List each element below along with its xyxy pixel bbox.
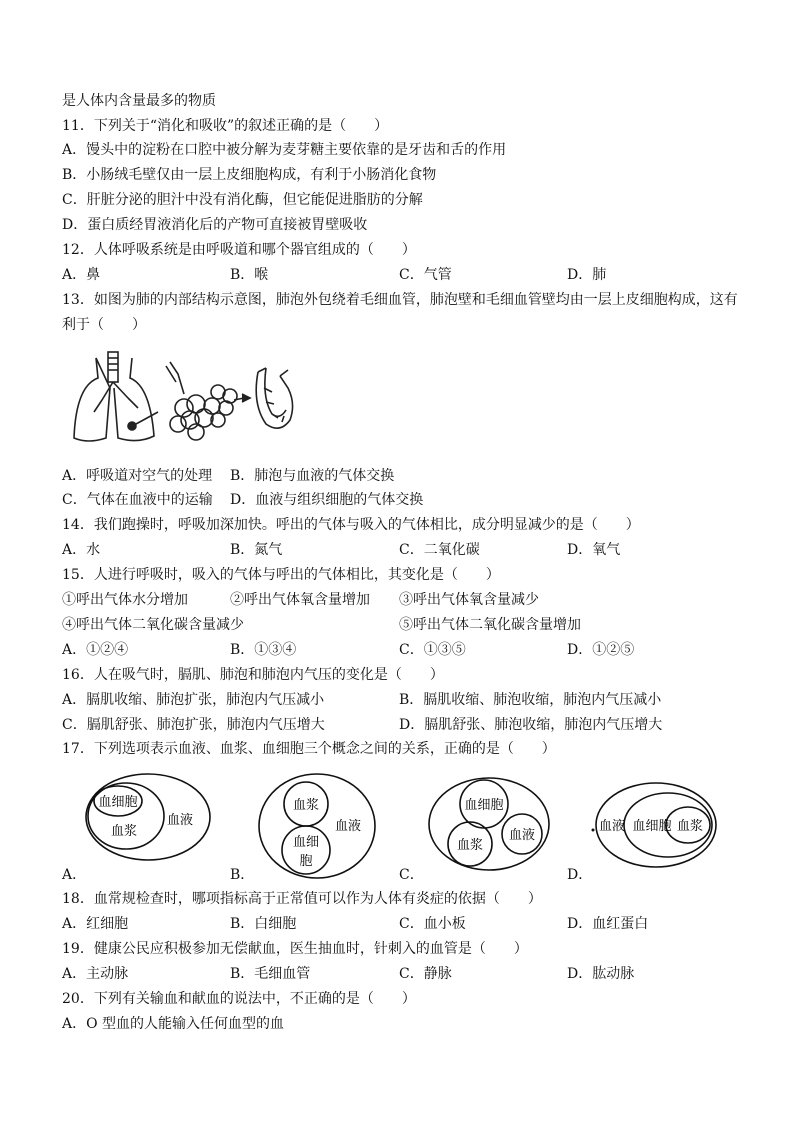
q17-diagram-d: [588, 780, 718, 870]
q12-option-d: D．肺: [567, 267, 607, 283]
q18-option-b: B．白细胞: [230, 916, 297, 932]
q14-stem: 14．我们跑操时，呼吸加深加快。呼出的气体与吸入的气体相比，成分明显减少的是（ ）: [62, 517, 640, 533]
q15-statement-5: ⑤呼出气体二氧化碳含量增加: [399, 617, 581, 633]
q11-option-a: A．馒头中的淀粉在口腔中被分解为麦芽糖主要依靠的是牙齿和舌的作用: [62, 142, 507, 158]
q17-option-c: C．: [399, 867, 424, 883]
q14-option-b: B．氮气: [230, 542, 283, 558]
q13-option-a: A．呼吸道对空气的处理: [62, 468, 213, 484]
q11-stem: 11．下列关于“消化和吸收”的叙述正确的是（ ）: [62, 118, 389, 134]
continued-text: 是人体内含量最多的物质: [62, 93, 216, 109]
q11-option-d: D．蛋白质经胃液消化后的产物可直接被胃壁吸收: [62, 217, 368, 233]
q14-option-a: A．水: [62, 542, 101, 558]
q15-option-d: D．①②⑤: [567, 642, 635, 658]
q19-option-d: D．肱动脉: [567, 966, 635, 982]
q14-option-d: D．氧气: [567, 542, 621, 558]
q15-statement-1: ①呼出气体水分增加: [62, 592, 188, 608]
q18-stem: 18．血常规检查时，哪项指标高于正常值可以作为人体有炎症的依据（ ）: [62, 891, 542, 907]
label-blood-cells: 血细胞: [98, 795, 138, 810]
q13-option-c: C．气体在血液中的运输: [62, 492, 213, 508]
q18-option-d: D．血红蛋白: [567, 916, 649, 932]
lung-structure-figure: [66, 348, 302, 444]
q13-option-d: D．血液与组织细胞的气体交换: [230, 492, 424, 508]
q15-statement-4: ④呼出气体二氧化碳含量减少: [62, 617, 244, 633]
q19-option-a: A．主动脉: [62, 966, 129, 982]
q13-stem-line2: 利于（ ）: [62, 317, 146, 333]
q15-statement-3: ③呼出气体氧含量减少: [399, 592, 539, 608]
q17-diagram-c: [426, 774, 552, 874]
q20-option-a: A．O 型血的人能输入任何血型的血: [62, 1016, 285, 1032]
q15-stem: 15．人进行呼吸时，吸入的气体与呼出的气体相比，其变化是（ ）: [62, 567, 500, 583]
label-blood: 血液: [508, 828, 536, 843]
q15-option-c: C．①③⑤: [399, 642, 466, 658]
q19-stem: 19．健康公民应积极参加无偿献血，医生抽血时，针刺入的血管是（ ）: [62, 941, 528, 957]
label-plasma: 血浆: [110, 824, 138, 839]
q15-option-a: A．①②④: [62, 642, 129, 658]
q16-option-a: A．膈肌收缩、肺泡扩张，肺泡内气压减小: [62, 692, 325, 708]
q11-option-c: C．肝脏分泌的胆汁中没有消化酶，但它能促进脂肪的分解: [62, 192, 423, 208]
label-blood: 血液: [334, 819, 362, 834]
q17-option-d: D．: [567, 867, 593, 883]
q17-diagram-a: [84, 772, 212, 862]
label-blood-cells: 血细胞: [632, 819, 672, 834]
q16-stem: 16．人在吸气时，膈肌、肺泡和肺泡内气压的变化是（ ）: [62, 667, 444, 683]
q12-option-b: B．喉: [230, 267, 269, 283]
q12-option-c: C．气管: [399, 267, 452, 283]
q19-option-c: C．静脉: [399, 966, 452, 982]
q17-option-b: B．: [230, 867, 255, 883]
q16-option-d: D．膈肌舒张、肺泡收缩，肺泡内气压增大: [399, 717, 663, 733]
q12-stem: 12．人体呼吸系统是由呼吸道和哪个器官组成的（ ）: [62, 242, 416, 258]
q14-option-c: C．二氧化碳: [399, 542, 480, 558]
q18-option-a: A．红细胞: [62, 916, 129, 932]
q16-option-c: C．膈肌舒张、肺泡扩张，肺泡内气压增大: [62, 717, 325, 733]
label-blood-cell-part2: 胞: [299, 854, 313, 869]
q20-stem: 20．下列有关输血和献血的说法中，不正确的是（ ）: [62, 991, 416, 1007]
label-blood: 血液: [598, 819, 626, 834]
q17-diagram-b: [256, 772, 378, 882]
label-plasma: 血浆: [292, 798, 320, 813]
label-plasma: 血浆: [456, 838, 484, 853]
q15-statement-2: ②呼出气体氧含量增加: [230, 592, 370, 608]
q12-option-a: A．鼻: [62, 267, 101, 283]
q13-option-b: B．肺泡与血液的气体交换: [230, 468, 395, 484]
q19-option-b: B．毛细血管: [230, 966, 311, 982]
q13-stem-line1: 13．如图为肺的内部结构示意图，肺泡外包绕着毛细血管，肺泡壁和毛细血管壁均由一层上皮细胞构成，这有: [62, 292, 738, 308]
q17-stem: 17．下列选项表示血液、血浆、血细胞三个概念之间的关系，正确的是（ ）: [62, 741, 556, 757]
q16-option-b: B．膈肌收缩、肺泡收缩，肺泡内气压减小: [399, 692, 662, 708]
q17-option-a: A．: [62, 867, 87, 883]
label-plasma: 血浆: [676, 819, 704, 834]
label-blood-cells: 血细胞: [464, 798, 504, 813]
q15-option-b: B．①③④: [230, 642, 297, 658]
label-blood-cell-part1: 血细: [292, 835, 320, 850]
q18-option-c: C．血小板: [399, 916, 466, 932]
q11-option-b: B．小肠绒毛壁仅由一层上皮细胞构成，有利于小肠消化食物: [62, 167, 437, 183]
label-blood: 血液: [166, 813, 194, 828]
